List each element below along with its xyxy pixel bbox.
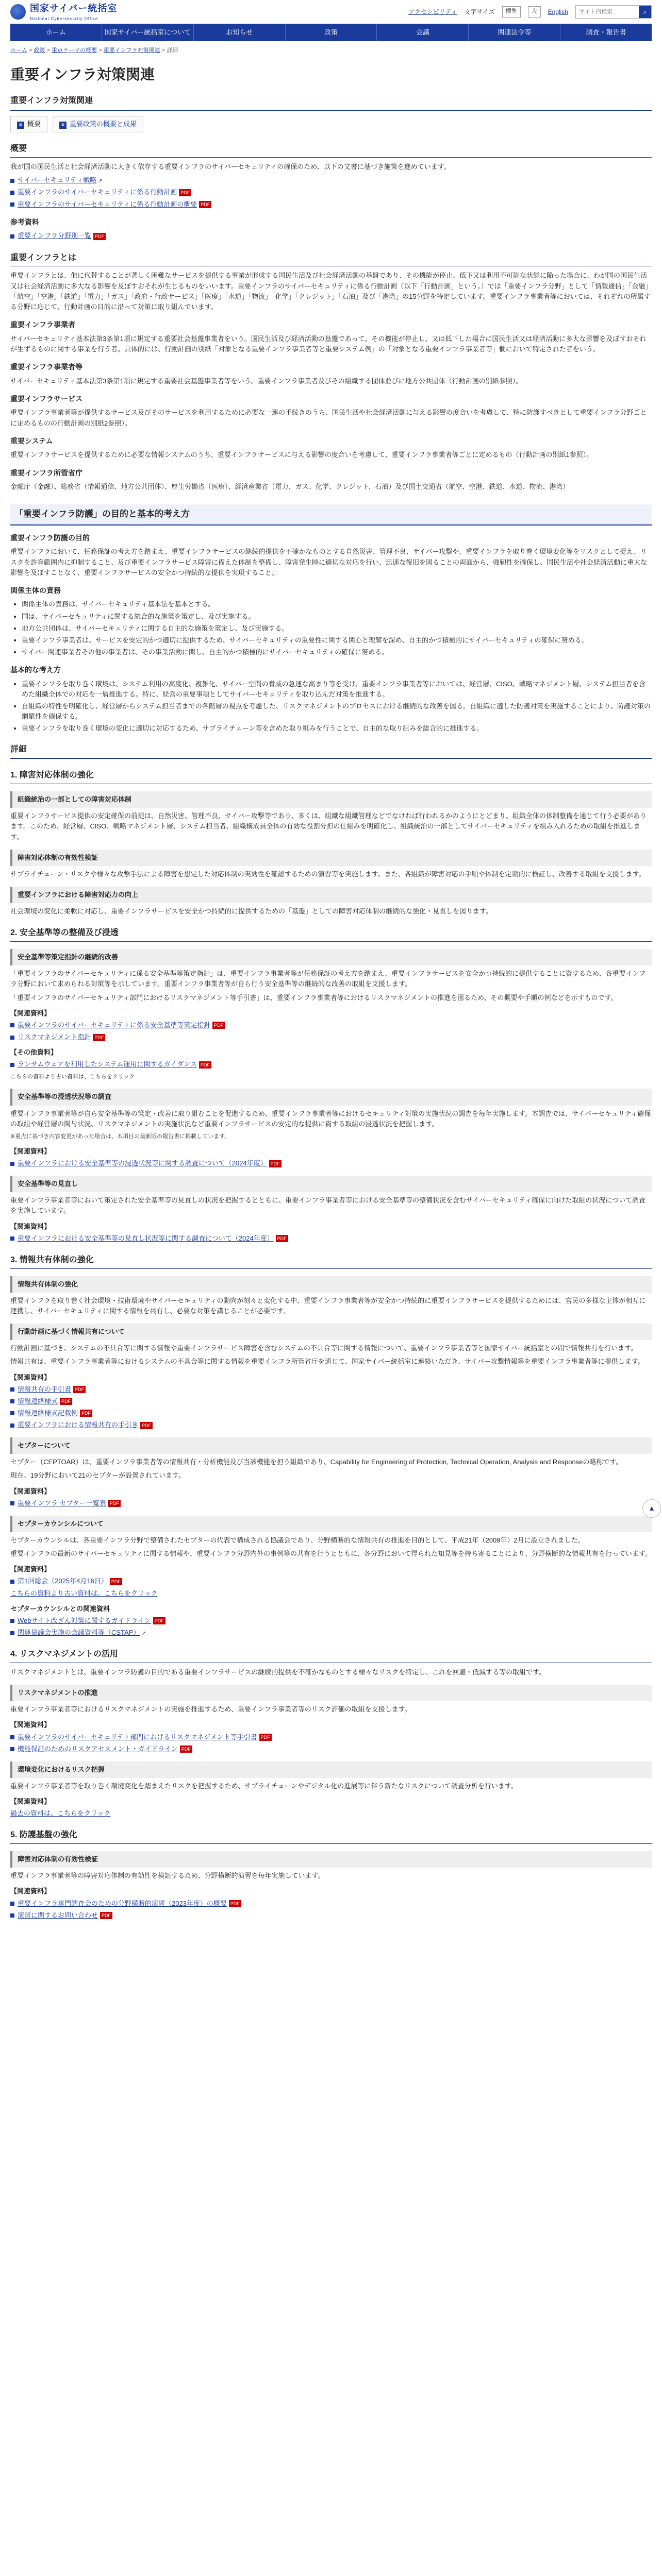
about-sub-text: 重要インフラ事業者等が提供するサービス及びそのサービスを利用するために必要な一連の手続きのうち、国民生活や社会経済活動に与える影響の度合いを考慮して、特に防護すべきとして重要インフラ分野ごとに定めるものの行動計画の別紙2参照）。 — [10, 409, 647, 427]
ideas-list — [10, 679, 652, 734]
breadcrumb-home[interactable]: ホーム — [10, 47, 27, 54]
header-tools — [408, 5, 652, 19]
pdf-icon: PDF — [108, 1500, 121, 1507]
bullet-icon — [10, 1036, 14, 1040]
s2-heading: 2. 安全基準等の整備及び浸透 — [10, 927, 652, 942]
pdf-icon: PDF — [199, 1061, 211, 1069]
bullet-icon — [10, 191, 14, 195]
nav-laws[interactable]: 関連法令等 — [469, 24, 560, 41]
basic-heading: 「重要インフラ防護」の目的と基本的考え方 — [10, 504, 652, 525]
s3-heading: 3. 情報共有体制の強化 — [10, 1254, 652, 1269]
s1-bar-text: サプライチェーン・リスクや様々な攻撃手法による障害を想定した対応体制の実効性を確認するための演習等を実施します。また、各組織が障害対応の手順や体制を定期的に検証し、改善する取組を支援します。 — [10, 870, 646, 878]
s2-bar3-links — [10, 1233, 652, 1244]
s1-bar-heading: 組織統治の一部としての障害対応体制 — [10, 791, 652, 808]
tab-overview-label: 概要 — [27, 120, 41, 128]
pdf-icon: PDF — [276, 1235, 288, 1242]
bullet-icon — [10, 1423, 14, 1428]
s2-bar2-text: 重要インフラ事業者等が自ら安全基準等の策定・改善に取り組むことを促進するため、重要インフラ事業者等におけるセキュリティ対策の実施状況の調査を毎年実施します。本調査では、サイバーセキュリティ確保の取組や経営層の関与状況、リスクマネジメントの実施状況など重要インフラサービスの安定的な提供に資する取組の浸透状況を把握します。 — [10, 1109, 651, 1128]
actors-heading: 関係主体の責務 — [10, 586, 61, 595]
overview-link[interactable]: 重要インフラのサイバーセキュリティに係る行動計画の概要 — [18, 200, 197, 208]
s3-link[interactable]: 重要インフラにおける情報共有の手引き — [18, 1421, 139, 1429]
site-logo[interactable] — [10, 2, 117, 22]
council-links2 — [10, 1616, 652, 1638]
purpose-text: 重要インフラにおいて、任務保証の考え方を踏まえ、重要インフラサービスの継続的提供を不確かなものとする自然災害、管理不良、サイバー攻撃や、重要インフラを取り巻く環境変化等をリスクとして捉え、リスクを許容範囲内に抑制すること、及び重要インフラサービス障害に備えた体制を整備し、障害発生時に適切な対応を行い、迅速な復旧を図ることの両面から、強靭性を確保し、国民生活や社会経済活動に重大な影響を及ぼすことなく、重要インフラサービスの安全かつ持続的な提供を実現すること。 — [10, 548, 648, 577]
about-sub-heading: 重要インフラサービス — [10, 394, 82, 403]
bullet-icon — [10, 1631, 14, 1635]
tab-policy-results-label: 重要政策の概要と成果 — [70, 120, 137, 128]
bullet-icon — [10, 1411, 14, 1415]
bullet-icon — [10, 202, 14, 207]
nav-news[interactable]: お知らせ — [194, 24, 286, 41]
global-nav — [10, 24, 652, 41]
bullet-icon — [10, 1747, 14, 1751]
s2-bar2-note: ※重点に基づき内容変更があった場合は、本項目の最新版の報告書に掲載しています。 — [10, 1133, 230, 1140]
s4-bar1-links — [10, 1732, 652, 1754]
about-sub-text: サイバーセキュリティ基本法第3条第1項に規定する重要社会基盤事業者等をいう。重要インフラ事業者及びその組織する団体並びに地方公共団体（行動計画の別紙参照）。 — [10, 377, 523, 385]
ceptoar-text2: 現在、19分野において21のセプターが設置されています。 — [10, 1471, 185, 1480]
breadcrumb-policy[interactable]: 政策 — [34, 47, 45, 54]
pdf-icon: PDF — [80, 1410, 92, 1417]
page-title: 重要インフラ対策関連 — [10, 66, 155, 83]
council-text: セプターカウンシルは、各重要インフラ分野で整備されたセプターの代表で構成される協議会であり、分野横断的な情報共有の推進を目的として、平成21年（2009年）2月に設立されました。 — [10, 1536, 585, 1545]
ceptoar-links-heading: 【関連資料】 — [10, 1487, 51, 1495]
s2-bar3-links-heading: 【関連資料】 — [10, 1222, 51, 1230]
s2-links-heading: 【関連資料】 — [10, 1009, 51, 1017]
s4-link[interactable]: 機能保証のためのリスクアセスメント・ガイドライン — [18, 1744, 178, 1753]
s5-bar1-links-heading: 【関連資料】 — [10, 1887, 51, 1895]
accessibility-link[interactable]: アクセシビリティ — [408, 8, 457, 15]
pdf-icon: PDF — [229, 1900, 241, 1907]
pdf-icon: PDF — [93, 233, 106, 240]
purpose-heading: 重要インフラ防護の目的 — [10, 533, 90, 542]
ideas-heading: 基本的な考え方 — [10, 666, 61, 674]
bullet-icon — [10, 1236, 14, 1241]
s2-links2-heading: 【その他資料】 — [10, 1048, 58, 1057]
about-sub-text: 金融庁（金融）、総務省（情報通信、地方公共団体）、厚生労働省（医療）、経済産業省（電力、ガス、化学、クレジット、石油）及び国土交通省（航空、空港、鉄道、水道、物流、港湾） — [10, 483, 570, 491]
scroll-top-button[interactable] — [642, 1499, 661, 1518]
breadcrumb-current: 詳細 — [167, 47, 178, 54]
tab-overview[interactable] — [10, 116, 47, 132]
s2-bar3-heading: 安全基準等の見直し — [10, 1176, 652, 1192]
s5-bar1-text: 重要インフラ事業者等の障害対応体制の有効性を検証するため、分野横断的演習を毎年実施しています。 — [10, 1872, 325, 1880]
bullet-icon — [10, 1735, 14, 1739]
s3-link[interactable]: 情報連絡様式記載例 — [18, 1409, 78, 1417]
s4-bar1-links-heading: 【関連資料】 — [10, 1721, 51, 1729]
s4-bar1-heading: リスクマネジメントの推進 — [10, 1685, 652, 1701]
ref-links — [10, 231, 652, 241]
pdf-icon: PDF — [100, 1912, 112, 1919]
s2-bar-text: 「重要インフラのサイバーセキュリティに係る安全基準等策定指針」は、重要インフラ事業者等が任務保証の考え方を踏まえ、重要インフラサービスを安全かつ持続的に提供することに資するため、各重要インフラ分野において求められる対策等を示しています。重要インフラ事業者等が自ら行う安全基準等の継続的な改善の取組を支援します。 — [10, 970, 646, 988]
s2-bar3-text: 重要インフラ事業者等において策定された安全基準等の見直しの状況を把握するとともに、重要インフラ事業者等における安全基準等の整備状況を含むサイバーセキュリティ確保に向けた取組の状況について調査を実施しています。 — [10, 1196, 646, 1215]
ceptoar-text: セプター（CEPTOAR）は、重要インフラ事業者等の情報共有・分析機能及び当該機能を担う組織であり、Capability for Engineering of Protection, Technical Operation, Analysis and Responseの略称です。 — [10, 1458, 623, 1466]
council-link[interactable]: 第1回総会（2025年4月16日） — [18, 1577, 108, 1585]
ceptoar-link[interactable]: 重要インフラ セプター一覧表 — [18, 1499, 106, 1507]
bullet-icon — [10, 1023, 14, 1027]
s2-links2 — [10, 1059, 652, 1070]
overview-heading: 概要 — [10, 143, 652, 158]
s4-bar1-text: 重要インフラ事業者等におけるリスクマネジメントの実施を推進するため、重要インフラ事業者等のリスク評価の取組を支援します。 — [10, 1705, 411, 1714]
about-sub-text: サイバーセキュリティ基本法第3条第1項に規定する重要社会基盤事業者をいう。国民生活及び経済活動の基盤であって、その機能が停止し、又は低下した場合に国民生活又は経済活動に多大な影響を及ぼすおそれが生ずるものに関する事業を行う者。具体的には、行動計画の別紙「対象となる重要インフラ事業者等と重要システム例」の「対象となる重要インフラ事業者等」欄において特定された者をいう。 — [10, 334, 647, 353]
s5-bar1-links — [10, 1899, 652, 1921]
s4-bar2-links — [10, 1808, 652, 1819]
s5-link[interactable]: 演習に関するお問い合わせ — [18, 1911, 98, 1919]
list-item: • 国は、サイバーセキュリティに関する総合的な施策を策定し、及び実施する。 — [22, 612, 652, 622]
about-heading: 重要インフラとは — [10, 252, 652, 267]
pdf-icon: PDF — [212, 1022, 225, 1029]
bullet-icon — [10, 1913, 14, 1918]
bullet-icon — [10, 1580, 14, 1584]
list-item: • サイバー関連事業者その他の事業者は、その事業活動に関し、自主的かつ積極的にサイバーセキュリティの確保に努める。 — [22, 647, 652, 657]
s1-bar-text: 重要インフラサービス提供の安定確保の前提は、自然災害、管理不良、サイバー攻撃等であり、多くは、組織な組織管理などでなければ行われるかのようにとどまり、組織全体の体制整備を通じて行う必要があります。このため、経営層、CISO、戦略マネジメント層、システム担当者、組織構成員全体の有効な役割分担の仕組みを明確化し、組織統治の一部としてサイバーセキュリティを組み入れるための取組を推進します。 — [10, 812, 647, 841]
s3-bar2-text2: 情報共有は、重要インフラ事業者等におけるシステムの不具合等に関する情報を重要インフラ所管省庁を通じて、国家サイバー統括室に連絡いただき、サイバー攻撃情報等を重要インフラ事業者等に提供します。 — [10, 1358, 644, 1366]
overview-link[interactable]: サイバーセキュリティ戦略 — [18, 176, 97, 184]
breadcrumb: ホーム > 政策 > 重点テーマの概要 > 重要インフラ対策関連 > 詳細 — [10, 47, 178, 54]
s2-bar2-link[interactable]: 重要インフラにおける安全基準等の浸透状況等に関する調査について（2024年度） — [18, 1159, 267, 1167]
bullet-icon — [10, 234, 14, 239]
bullet-icon — [10, 1501, 14, 1505]
doc-icon: ≡ — [17, 122, 24, 129]
nav-home[interactable]: ホーム — [10, 24, 102, 41]
s2-link[interactable]: 重要インフラのサイバーセキュリティに係る安全基準等策定指針 — [18, 1021, 211, 1029]
doc-icon: ≡ — [59, 122, 67, 129]
site-search — [575, 5, 652, 19]
font-size-label: 文字サイズ — [464, 8, 495, 15]
council-heading: セプターカウンシルについて — [10, 1516, 652, 1532]
pdf-icon: PDF — [179, 189, 191, 196]
s3-bar1-text: 重要インフラを取り巻く社会環境・技術環境やサイバーセキュリティの動向が刻々と変化する中、重要インフラ事業者等が安全かつ持続的に重要インフラサービスを提供するためには、官民の多様な主体が相互に連携し、サイバーセキュリティに関する情報を共有し、必要な対策を講じることが必要です。 — [10, 1296, 646, 1315]
s5-link[interactable]: 重要インフラ専門調査会のための分野横断的演習（2023年度）の概要 — [18, 1899, 227, 1907]
s5-bar1-heading: 障害対応体制の有効性検証 — [10, 1851, 652, 1868]
pdf-icon: PDF — [73, 1386, 86, 1393]
council-links — [10, 1576, 652, 1598]
ref-heading: 参考資料 — [10, 217, 39, 226]
intro-box-title: 重要インフラ対策関連 — [10, 95, 652, 111]
search-input[interactable] — [576, 6, 639, 18]
council-links-heading: 【関連資料】 — [10, 1565, 51, 1573]
council-more-link[interactable]: こちらの資料より古い資料は、こちらをクリック — [10, 1589, 158, 1597]
nav-about[interactable]: 国家サイバー統括室について — [102, 24, 194, 41]
nav-reports[interactable]: 調査・報告書 — [586, 28, 626, 36]
s4-more-link[interactable]: 過去の資料は、こちらをクリック — [10, 1809, 111, 1818]
bullet-icon — [10, 1387, 14, 1392]
bullet-icon — [10, 1063, 14, 1067]
pdf-icon: PDF — [153, 1617, 166, 1624]
list-item: • 地方公共団体は、サイバーセキュリティに関する自主的な施策を策定し、及び実施する。 — [22, 623, 652, 634]
search-button[interactable] — [639, 6, 651, 18]
s3-link[interactable]: 情報共有の手引書 — [18, 1385, 72, 1393]
s3-bar2-links — [10, 1384, 652, 1431]
font-standard-button[interactable]: 標準 — [502, 6, 521, 17]
council-link2[interactable]: 関連協議会実施の会議資料等（CSTAP） — [18, 1629, 140, 1637]
overview-link[interactable]: 重要インフラのサイバーセキュリティに係る行動計画 — [18, 188, 177, 196]
s4-bar2-links-heading: 【関連資料】 — [10, 1798, 51, 1806]
s2-more-link[interactable]: こちらの資料より古い資料は、こちらをクリック — [10, 1074, 135, 1080]
external-icon: ↗ — [98, 178, 103, 184]
about-sub-heading: 重要インフラ所管省庁 — [10, 468, 82, 477]
pdf-icon: PDF — [269, 1160, 282, 1167]
site-header — [10, 0, 652, 24]
list-item: • 重要インフラを取り巻く環境は、システム利用の高度化、複雑化、サイバー空間の脅威の急速な高まり等を受け、重要インフラ事業者等においては、経営層、CISO、戦略マネジメント層、システム担当者を含めた組織全体での対応を一層推進する。特に、経営の重要事項としてサイバーセキュリティを取り込んだ対策を推進する。 — [22, 679, 652, 700]
s2-text2: 「重要インフラのサイバーセキュリティ部門におけるリスクマネジメント等手引書」は、重要インフラ事業者等におけるリスクマネジメントの推進を図るため、その概要や手順の例などを示すものです。 — [10, 993, 618, 1002]
page-tabs — [10, 116, 652, 132]
s1-heading: 1. 障害対応体制の強化 — [10, 769, 652, 784]
s5-heading: 5. 防護基盤の強化 — [10, 1829, 652, 1844]
about-sub-text: 重要インフラサービスを提供するために必要な情報システムのうち、重要インフラサービスに与える影響の度合いを考慮して、重要インフラ事業者等ごとに定めるもの（行動計画の別紙1参照）。 — [10, 451, 593, 459]
logo-subtitle: National Cybersecurity Office — [30, 16, 98, 21]
s3-bar2-text: 行動計画に基づき、システムの不具合等に関する情報や重要インフラサービス障害を含むシステムの不具合等に関する情報について、重要インフラ事業者等と国家サイバー統括室との間で情報共有を行います。 — [10, 1344, 638, 1352]
details-heading: 詳細 — [10, 743, 652, 759]
s4-bar2-heading: 環境変化におけるリスク把握 — [10, 1761, 652, 1778]
about-sub-heading: 重要インフラ事業者等 — [10, 362, 82, 371]
s2-link2[interactable]: ランサムウェアを利用したシステム運用に関するガイダンス — [18, 1060, 197, 1069]
pdf-icon: PDF — [60, 1398, 72, 1405]
s2-bar-heading: 安全基準等策定指針の継続的改善 — [10, 949, 652, 965]
list-item: • 関係主体の責務は、サイバーセキュリティ基本法を基本とする。 — [22, 599, 652, 609]
bullet-icon — [10, 1902, 14, 1906]
list-item: • 重要インフラを取り巻く環境の変化に適切に対応するため、サプライチェーン等を含めた取り組みを行うことで、自主的な取り組みを総合的に推進する。 — [22, 723, 652, 734]
s1-bar-heading: 重要インフラにおける障害対応力の向上 — [10, 887, 652, 903]
about-text: 重要インフラとは、他に代替することが著しく困難なサービスを提供する事業が形成する国民生活及び社会経済活動の基盤であり、その機能が停止、低下又は利用不可能な状態に陥った場合に、わが国の国民生活又は社会経済活動に多大なる影響を及ぼすおそれが生じるものをいいます。重要インフラのサイバーセキュリティに係る行動計画（以下「行動計画」という。）では「重要インフラ分野」として「情報通信」「金融」「航空」「空港」「鉄道」「電力」「ガス」「政府・行政サービス」「医療」「水道」「物流」「化学」「クレジット」「石油」及び「港湾」の15分野を特定しています。重要インフラ事業者等においては、それぞれの所属する分野に応じて、行動計画の目的に沿って対策に取り組んでいます。 — [10, 272, 651, 311]
list-item: • 重要インフラ事業者は、サービスを安定的かつ適切に提供するため、サイバーセキュリティの重要性に関する関心と理解を深め、自主的かつ積極的にサイバーセキュリティの確保に努める。 — [22, 635, 652, 646]
ceptoar-heading: セプターについて — [10, 1437, 652, 1454]
s2-link[interactable]: リスクマネジメント指針 — [18, 1032, 91, 1041]
s2-bar2-links — [10, 1158, 652, 1168]
s3-bar1-heading: 情報共有体制の強化 — [10, 1276, 652, 1293]
about-sub-heading: 重要インフラ事業者 — [10, 320, 75, 329]
bullet-icon — [10, 1619, 14, 1623]
nav-policy[interactable]: 政策 — [286, 24, 377, 41]
s2-bar2-heading: 安全基準等の浸透状況等の調査 — [10, 1089, 652, 1105]
pdf-icon: PDF — [140, 1422, 153, 1429]
external-icon: ↗ — [141, 1631, 146, 1637]
s1-bar-text: 社会環境の変化に柔軟に対応し、重要インフラサービスを安全かつ持続的に提供するための「基盤」としての障害対応体制の継続的な強化・見直しを図ります。 — [10, 907, 492, 916]
pdf-icon: PDF — [93, 1034, 105, 1041]
pdf-icon: PDF — [259, 1734, 272, 1741]
bullet-icon — [10, 179, 14, 183]
breadcrumb-themes[interactable]: 重点テーマの概要 — [52, 47, 97, 54]
logo-mark-icon — [10, 4, 26, 20]
overview-text: 我が国の国民生活と社会経済活動に大きく依存する重要インフラのサイバーセキュリティの確保のため、以下の文書に基づき施策を進めています。 — [10, 163, 451, 171]
overview-links — [10, 175, 652, 209]
actors-list — [10, 599, 652, 657]
council-links2-heading: セプターカウンシルとの関連資料 — [10, 1604, 110, 1613]
logo-title: 国家サイバー統括室 — [30, 3, 118, 13]
s3-link[interactable]: 情報連絡様式 — [18, 1397, 58, 1405]
s2-links — [10, 1020, 652, 1042]
s4-bar2-text: 重要インフラ事業者等を取り巻く環境変化を踏まえたリスクを把握するため、サプライチェーンやデジタル化の進展等に伴う新たなリスクについて調査分析を行います。 — [10, 1782, 518, 1790]
s4-heading: 4. リスクマネジメントの活用 — [10, 1648, 652, 1663]
english-link[interactable]: English — [548, 8, 568, 15]
s4-link[interactable]: 重要インフラのサイバーセキュリティ部門におけるリスクマネジメント等手引書 — [18, 1733, 257, 1741]
font-large-button[interactable]: 大 — [528, 6, 541, 17]
pdf-icon: PDF — [110, 1578, 122, 1585]
breadcrumb-ci[interactable]: 重要インフラ対策関連 — [103, 47, 160, 54]
council-link2[interactable]: Webサイト改ざん対策に関するガイドライン — [18, 1616, 151, 1624]
nav-meetings[interactable]: 会議 — [377, 24, 469, 41]
s1-bar-heading: 障害対応体制の有効性検証 — [10, 850, 652, 866]
tab-policy-results[interactable] — [53, 116, 143, 132]
pdf-icon: PDF — [180, 1745, 192, 1753]
ceptoar-links — [10, 1498, 652, 1509]
ref-link[interactable]: 重要インフラ分野別一覧 — [18, 232, 92, 240]
council-text2: 重要インフラの最新のサイバーセキュリティに関する情報や、重要インフラ分野内外の事例等の共有を行うとともに、各分野において得られた知見等を持ち寄ることにより、分野横断的な情報共有を行っています。 — [10, 1550, 652, 1558]
bullet-icon — [10, 1162, 14, 1166]
s4-text: リスクマネジメントとは、重要インフラ防護の目的である重要インフラサービスの継続的提供を不確かなものとする様々なリスクを特定し、これを回避・低減する等の取組です。 — [10, 1668, 546, 1676]
search-icon: ⌕ — [643, 7, 647, 15]
s3-bar2-links-heading: 【関連資料】 — [10, 1373, 51, 1381]
bullet-icon — [10, 1399, 14, 1403]
list-item: • 自組織の特性を明確化し、経営層からシステム担当者までの各階層の視点を考慮した、リスクマネジメントのプロセスにおける継続的な改善を図る。自組織に適した防護対策を実施することにより、防護対策の網羅性を確保する。 — [22, 701, 652, 722]
pdf-icon: PDF — [199, 201, 211, 208]
arrow-up-icon: ▲ — [648, 1504, 655, 1513]
s2-bar2-links-heading: 【関連資料】 — [10, 1147, 51, 1155]
s3-bar2-heading: 行動計画に基づく情報共有について — [10, 1324, 652, 1340]
about-sub-heading: 重要システム — [10, 436, 53, 445]
s2-bar3-link[interactable]: 重要インフラにおける安全基準等の見直し状況等に関する調査について（2024年度） — [18, 1234, 274, 1242]
